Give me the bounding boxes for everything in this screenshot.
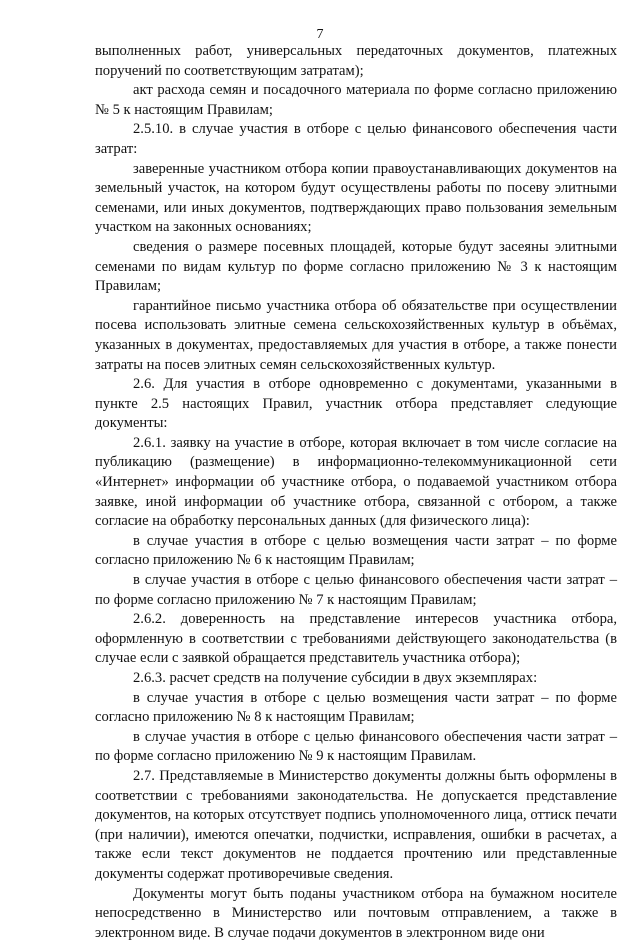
document-body [95,42,617,943]
paragraph: 2.7. Представляемые в Министерство документы должны быть оформлены в соответствии с требованиями законодательства. Не допускается представление документов, на которых отсутствует подпись уполномоченного лица, оттиск печати (при наличии), имеются опечатки, подчистки, исправления, ошибки в расчетах, а также если текст документов не поддается прочтению или представленные документы содержат противоречивые сведения. [95,767,617,882]
paragraph: сведения о размере посевных площадей, которые будут засеяны элитными семенами по видам культур по форме согласно приложению № 3 к настоящим Правилам; [95,238,617,295]
paragraph: акт расхода семян и посадочного материала по форме согласно приложению № 5 к настоящим Правилам; [95,82,617,118]
paragraph: в случае участия в отборе с целью возмещения части затрат – по форме согласно приложению № 8 к настоящим Правилам; [95,689,617,726]
page-number: 7 [316,27,324,42]
paragraph: в случае участия в отборе с целью финансового обеспечения части затрат – по форме согласно приложению № 9 к настоящим Правилам. [95,728,617,765]
paragraph: в случае участия в отборе с целью финансового обеспечения части затрат – по форме согласно приложению № 7 к настоящим Правилам; [95,572,617,608]
paragraph: в случае участия в отборе с целью возмещения части затрат – по форме согласно приложению № 6 к настоящим Правилам; [95,532,617,569]
paragraph: 2.6.1. заявку на участие в отборе, которая включает в том числе согласие на публикацию (размещение) в информационно-телекоммуникационной сети «Интернет» информации об участнике отбора, о подаваемой участником отбора заявке, иной информации об участнике отбора, связанной с отбором, а также согласие на обработку персональных данных (для физического лица): [95,434,617,530]
paragraph: гарантийное письмо участника отбора об обязательстве при осуществлении посева использовать элитные семена сельскохозяйственных культур в объёмах, указанных в документах, предоставляемых для участия в отборе, а также понести затраты на посев элитных семян сельскохозяйственных культур. [95,297,617,373]
paragraph: заверенные участником отбора копии правоустанавливающих документов на земельный участок, на котором будут осуществлены работы по посеву элитными семенами, или иных документов, подтверждающих право пользования земельным участком на законных основаниях; [95,160,617,236]
paragraph: Документы могут быть поданы участником отбора на бумажном носителе непосредственно в Министерство или почтовым отправлением, а также в электронном виде. В случае подачи документов в электронном виде они [95,885,617,941]
paragraph: 2.6. Для участия в отборе одновременно с документами, указанными в пункте 2.5 настоящих Правил, участник отбора представляет следующие документы: [95,376,617,432]
paragraph: 2.6.3. расчет средств на получение субсидии в двух экземплярах: [133,670,538,686]
paragraph: выполненных работ, универсальных передаточных документов, платежных поручений по соответствующим затратам); [95,43,617,79]
paragraph: 2.5.10. в случае участия в отборе с целью финансового обеспечения части затрат: [95,121,617,157]
paragraph: 2.6.2. доверенность на представление интересов участника отбора, оформленную в соответствии с требованиями действующего законодательства (в случае если с заявкой обращается представитель участника отбора); [95,611,617,667]
